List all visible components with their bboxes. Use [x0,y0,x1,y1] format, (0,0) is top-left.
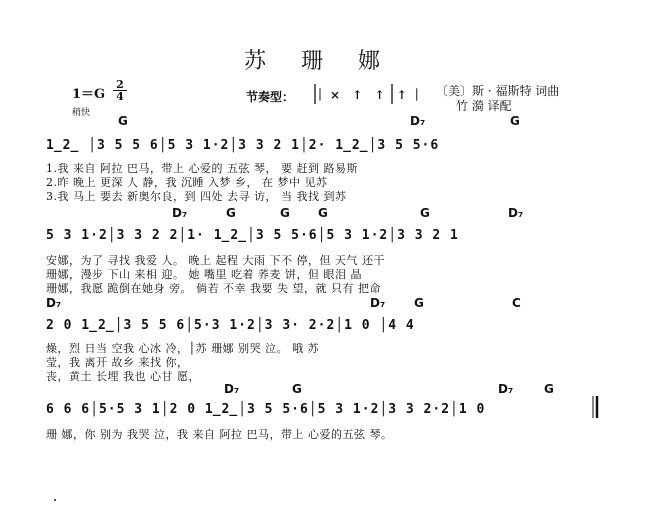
notation-line: 1̲2̲ │3 5 5 6│5 3 1·2│3 3 2 1│2· 1̲2̲│3 5 5·6 [46,138,440,153]
chord-symbol: G [118,114,128,128]
notation-line: 6 6 6│5·5 3 1│2 0 1̲2̲│3 5 5·6│5 3 1·2│3 3 2·2│1 0 [46,402,486,417]
notation-line: 2 0 1̲2̲│3 5 5 6│5·3 1·2│3 3· 2·2│1 0 │4 4 [46,318,415,333]
lyric-line: 丧，黄土 长埋 我也 心甘 愿， [46,370,200,383]
chord-symbol: G [510,114,520,128]
lyric-line: 珊娜，我愿 跪倒在她身 旁。 倘若 不幸 我要 失 望，就 只有 把命 [46,282,381,295]
chord-symbol: G [280,206,290,220]
stray-mark [54,499,56,501]
chord-symbol: G [226,206,236,220]
lyric-line: 珊 娜，你 别为 我哭 泣，我 来自 阿拉 巴马，带上 心爱的五弦 琴。 [46,428,393,441]
chord-symbol: D₇ [172,206,188,220]
lyric-line: 珊娜，漫步 下山 来相 迎。 她 嘴里 吃着 荞麦 饼，但 眼泪 晶 [46,268,362,281]
lyric-line: 莹，我 离开 故乡 来找 你， [46,356,189,369]
rhythm-pattern: ｜× ↑ ↑ ↑｜ [314,88,427,102]
chord-symbol: D₇ [46,296,62,310]
chord-symbol: D₇ [224,382,240,396]
page-title: 苏 珊 娜 [244,49,394,74]
chord-symbol: D₇ [498,382,514,396]
lyric-line: 3.我 马上 要去 新奥尔良，到 四处 去寻 访， 当 我找 到苏 [46,190,347,203]
chord-symbol: D₇ [508,206,524,220]
rhythm-label: 节奏型： [246,90,295,104]
key-signature: 1＝G [72,87,106,102]
credit-translator: 竹 漪 译配 [456,99,512,113]
chord-symbol: G [414,296,424,310]
chord-symbol: D₇ [370,296,386,310]
credit-composer: 〔美〕斯 · 福斯特 词曲 [436,84,560,98]
lyric-line: 1.我 来自 阿拉 巴马，带上 心爱的 五弦 琴， 要 赶到 路易斯 [46,162,358,175]
chord-symbol: C [512,296,521,310]
notation-line: 5 3 1·2│3 3 2 2│1· 1̲2̲│3 5 5·6│5 3 1·2│3 3 2 1 [46,228,459,243]
chord-symbol: D₇ [410,114,426,128]
chord-symbol: G [292,382,302,396]
chord-symbol: G [318,206,328,220]
meter-denominator: 4 [116,90,124,103]
meter-numerator: 2 [113,79,127,91]
chord-symbol: G [544,382,554,396]
lyric-line: 燥，烈 日当 空我 心冰 冷，│苏 珊娜 别哭 泣。 哦 苏 [46,342,320,355]
lyric-line: 安娜，为了 寻找 我爱 人。 晚上 起程 大雨 下不 停，但 天气 还干 [46,254,385,267]
chord-symbol: G [420,206,430,220]
lyric-line: 2.昨 晚上 更深 人 静，我 沉睡 入梦 乡， 在 梦中 见苏 [46,176,328,189]
tempo-marking: 稍快 [72,108,91,118]
